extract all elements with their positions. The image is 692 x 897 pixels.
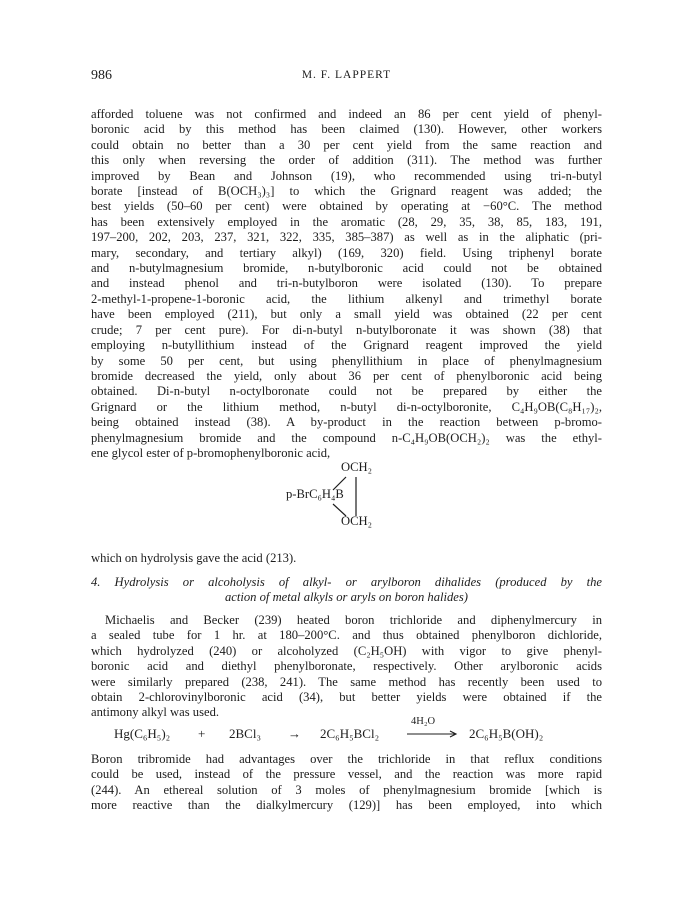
section-heading-line-2: action of metal alkyls or aryls on boron halides) [225, 590, 468, 605]
running-title: M. F. LAPPERT [301, 69, 392, 81]
text-line: which hydrolyzed (240) or alcoholyzed (C₂H₅OH) with vigor to give phenyl- [91, 643, 602, 658]
page-header [91, 68, 602, 86]
text-line: employing n-butyllithium instead of the Grignard reagent improved the yield [91, 338, 602, 353]
equation-product: 2C₆H₅B(OH)₂ [469, 726, 544, 741]
text-line: afforded toluene was not confirmed and indeed an 86 per cent yield of phenyl- [91, 107, 602, 121]
text-line: mary, secondary, and tertiary alkyl) (169, 320) field. Using triphenyl borate [91, 245, 602, 260]
text-line: 2-methyl-1-propene-1-boronic acid, the lithium alkenyl and trimethyl borate [91, 291, 602, 306]
text-line: obtained. Di-n-butyl n-octylboronate could not be prepared by either the [91, 384, 602, 399]
text-line: boronic acid and diethyl phenylboronate, respectively. Other arylboronic acids [91, 659, 602, 674]
structure-top-group: OCH₂ [341, 460, 372, 474]
paragraph-1 [91, 107, 602, 461]
structure-bonds [286, 460, 416, 534]
equation-reactant-2: 2BCl₃ [229, 726, 261, 741]
text-line: 197–200, 202, 203, 237, 321, 322, 335, 385–387) as well as in the aliphatic (pri- [91, 230, 602, 245]
structure-bottom-group: OCH₂ [341, 514, 372, 528]
text-line: and instead phenol and tri-n-butylboron were isolated (130). To prepare [91, 276, 602, 291]
text-line: which on hydrolysis gave the acid (213). [91, 551, 297, 565]
text-line: borate [instead of B(OCH₃)₃] to which the Grignard reagent was added; the [91, 184, 602, 199]
text-line: crude; 7 per cent pure). For di-n-butyl n-butylboronate it was shown (38) that [91, 322, 602, 337]
equation-plus: + [198, 726, 206, 741]
equation-reactant-1: Hg(C₆H₅)₂ [114, 726, 171, 741]
text-line: boronic acid by this method has been claimed (130). However, other workers [91, 122, 602, 137]
text-line: more reactive than the dialkylmercury (129)] has been employed, into which [91, 798, 602, 813]
structure-left-group: p-BrC₆H₄B [286, 487, 344, 501]
text-line: has been extensively employed in the aromatic (28, 29, 35, 38, 85, 183, 191, [91, 214, 602, 229]
text-line: a sealed tube for 1 hr. at 180–200°C. and thus obtained phenylboron dichloride, [91, 628, 602, 643]
text-line: ene glycol ester of p-bromophenylboronic acid, [91, 445, 331, 460]
text-line: bromide decreased the yield, only about 36 per cent of phenylboronic acid being [91, 368, 602, 383]
equation-intermediate: 2C₆H₅BCl₂ [320, 726, 380, 741]
text-line: could obtain no better than a 30 per cent yield from the same reaction and [91, 137, 602, 152]
text-line: Grignard or the lithium method, n-butyl di-n-octylboronite, C₄H₉OB(C₈H₁₇)₂, [91, 399, 602, 414]
text-line: and n-butylmagnesium bromide, n-butylboronic acid could not be obtained [91, 261, 602, 276]
text-line: obtain 2-chlorovinylboronic acid (34), but better yields were obtained if the [91, 690, 602, 705]
text-line: improved by Bean and Johnson (19), who recommended using tri-n-butyl [91, 168, 602, 183]
text-line: (244). An ethereal solution of 3 moles of phenylmagnesium bromide [which is [91, 782, 602, 797]
text-line: Boron tribromide had advantages over the trichloride in that reflux conditions [91, 752, 602, 766]
text-line: antimony alkyl was used. [91, 705, 220, 720]
text-line: this only when reversing the order of addition (311). The method was further [91, 153, 602, 168]
equation-long-arrow [405, 722, 461, 744]
text-line: being obtained instead (38). A by-product in the reaction between p-bromo- [91, 415, 602, 430]
text-line: have been employed (211), but only a small yield was obtained (22 per cent [91, 307, 602, 322]
text-line: phenylmagnesium bromide and the compound n-C₄H₉OB(OCH₂)₂ was the ethyl- [91, 430, 602, 445]
text-line: by some 50 per cent, but using phenyllithium in place of phenylmagnesium [91, 353, 602, 368]
text-line: best yields (50–60 per cent) were obtained by operating at −60°C. The method [91, 199, 602, 214]
text-line: Michaelis and Becker (239) heated boron trichloride and diphenylmercury in [105, 613, 602, 627]
text-line: could be used, instead of the pressure vessel, and the reaction was more rapid [91, 767, 602, 782]
paragraph-3 [91, 752, 602, 814]
section-heading [91, 575, 602, 606]
page-number: 986 [91, 68, 112, 83]
equation-arrow-label: 4H₂O [411, 716, 436, 727]
reaction-equation [91, 716, 602, 744]
paragraph-2 [91, 613, 602, 721]
equation-arrow: → [288, 726, 301, 741]
chemical-structure [286, 460, 416, 534]
after-structure [91, 551, 602, 566]
text-line: were similarly prepared (238, 241). The same method has recently been used to [91, 674, 602, 689]
section-heading-line-1: 4. Hydrolysis or alcoholysis of alkyl- or arylboron dihalides (produced by the [91, 575, 602, 589]
